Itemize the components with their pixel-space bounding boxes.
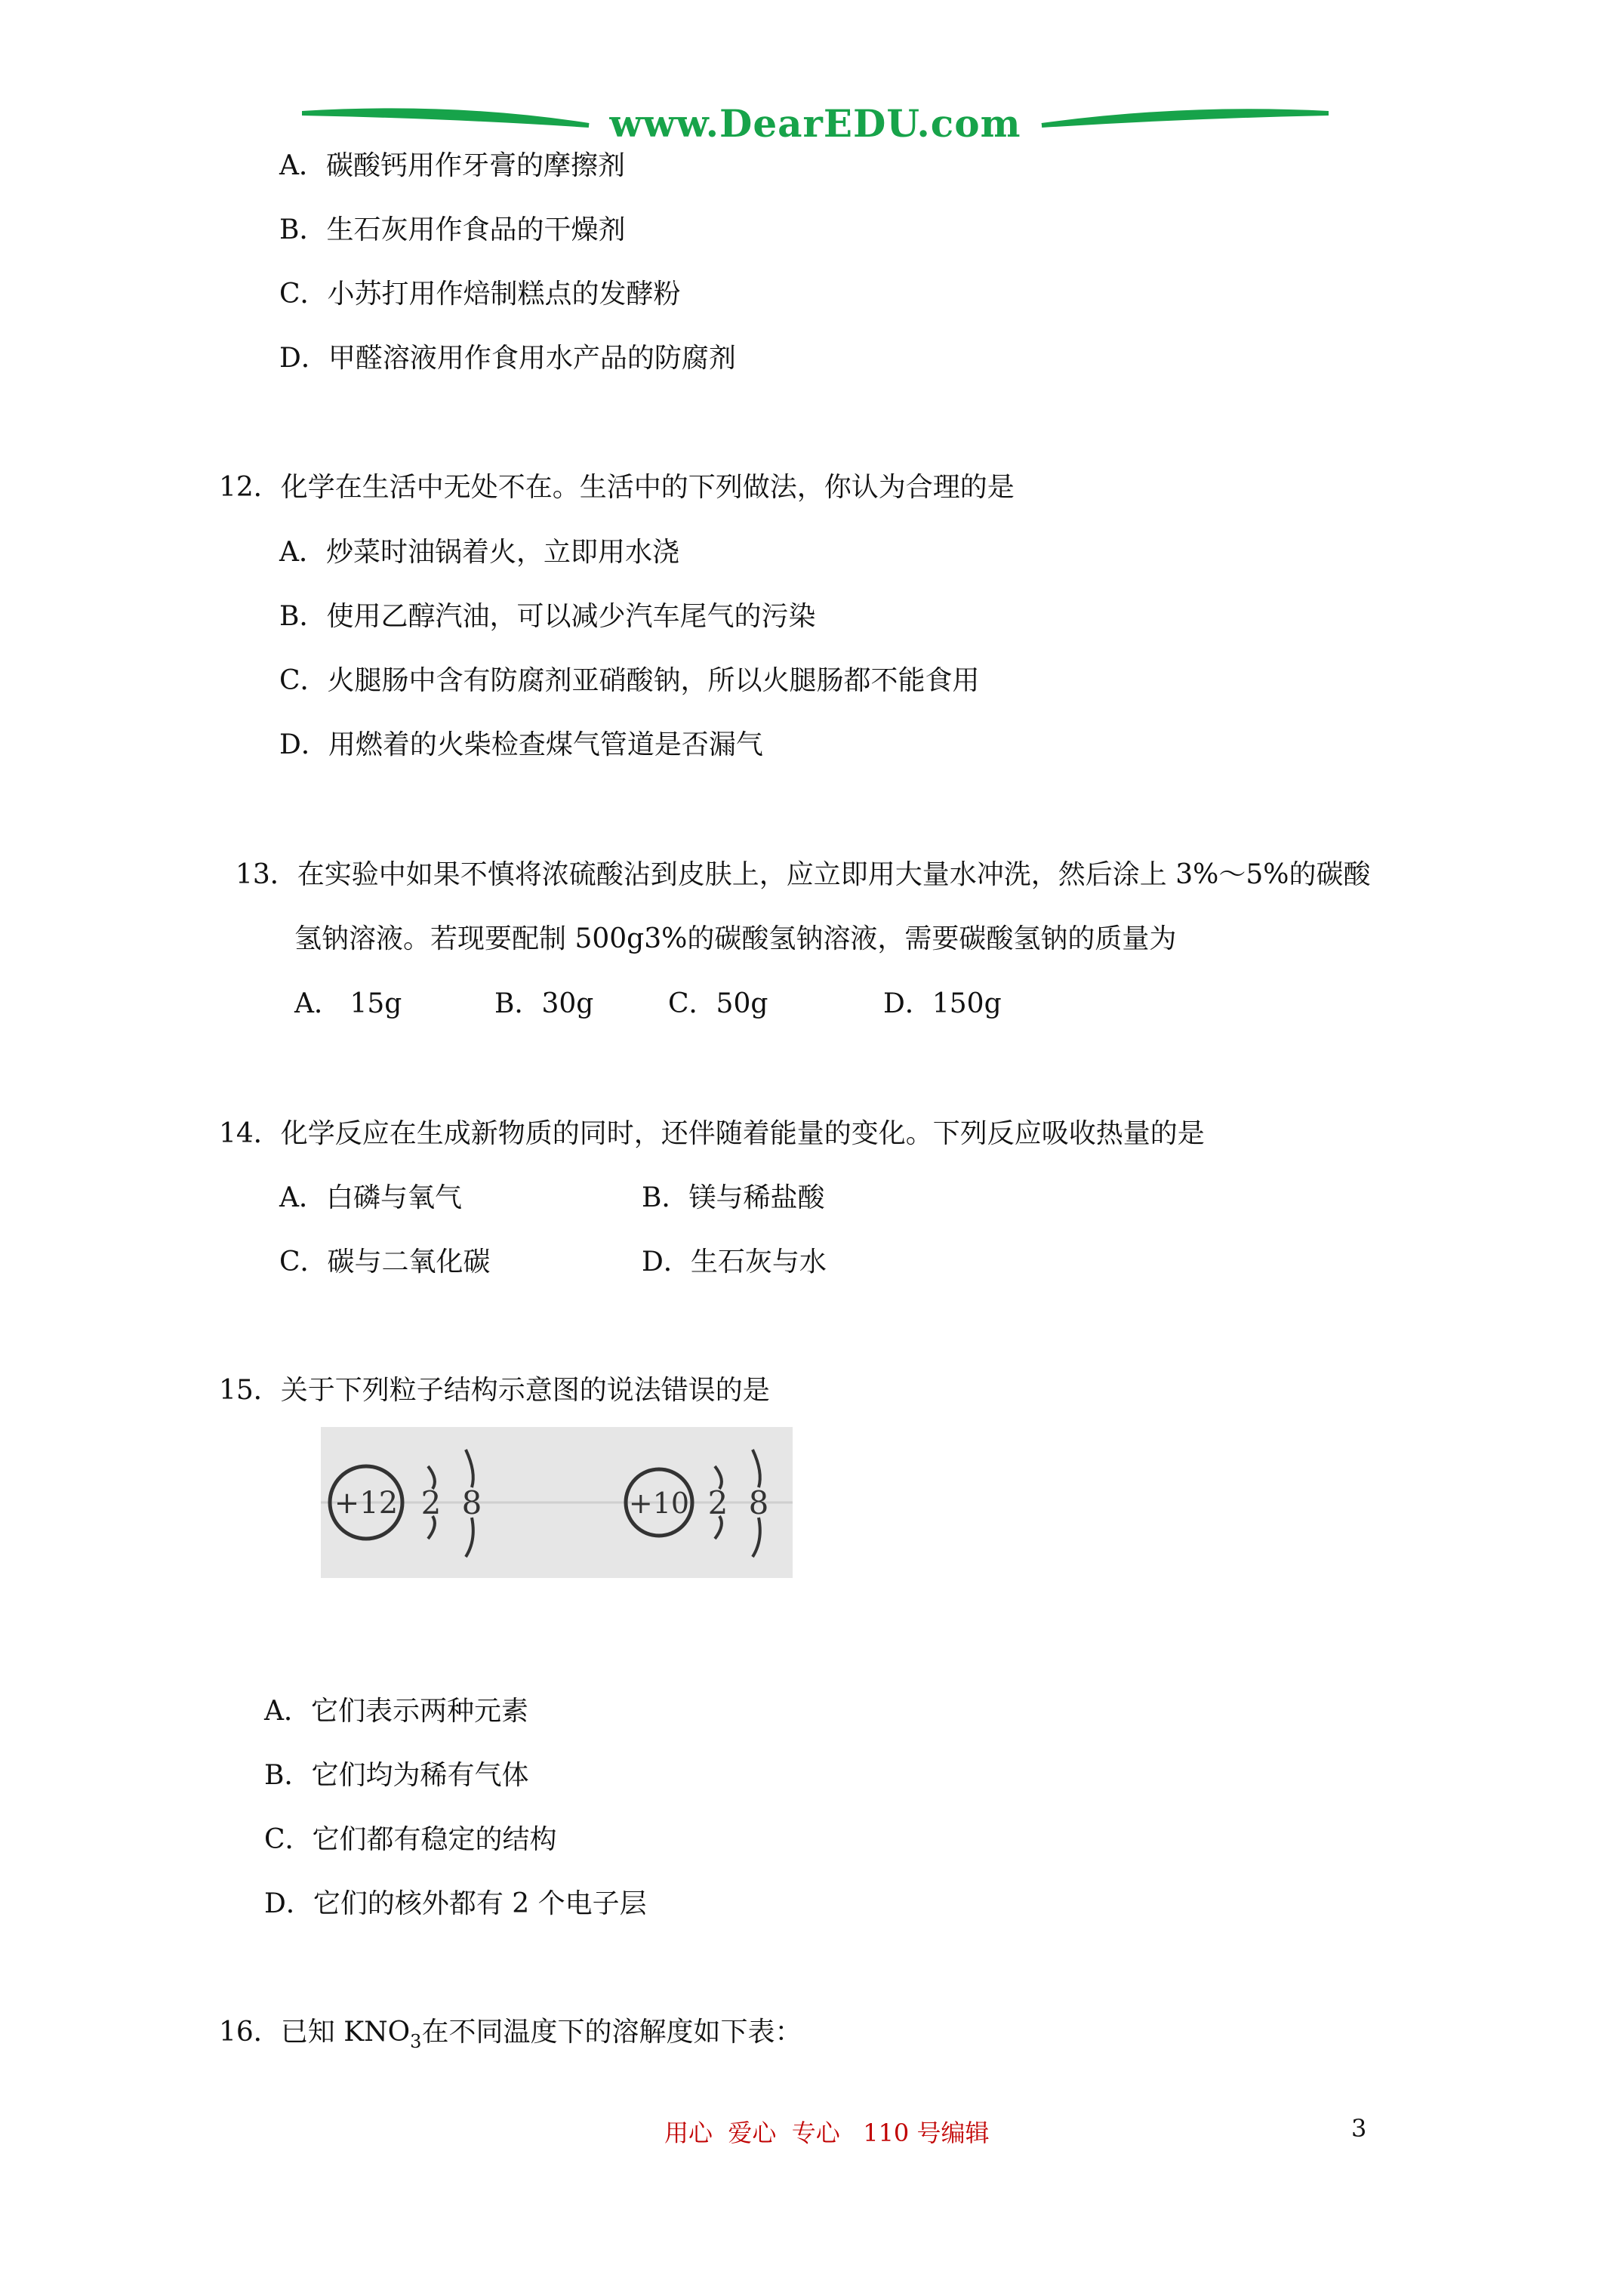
q13-stem-line1: 13．在实验中如果不慎将浓硫酸沾到皮肤上，应立即用大量水冲洗，然后涂上 3%～5%的碳酸 bbox=[236, 859, 1371, 890]
q13-option-a: A． 15g bbox=[294, 988, 402, 1019]
q15-option-b: B．它们均为稀有气体 bbox=[264, 1760, 529, 1791]
q11-option-c: C．小苏打用作焙制糕点的发酵粉 bbox=[279, 279, 681, 310]
q12-option-c: C．火腿肠中含有防腐剂亚硝酸钠，所以火腿肠都不能食用 bbox=[279, 665, 980, 696]
q16-stem-suffix: 在不同温度下的溶解度如下表： bbox=[421, 2017, 802, 2048]
q14-stem: 14．化学反应在生成新物质的同时，还伴随着能量的变化。下列反应吸收热量的是 bbox=[219, 1118, 1205, 1149]
q12-option-a: A．炒菜时油锅着火，立即用水浇 bbox=[279, 537, 679, 568]
page-number: 3 bbox=[1351, 2114, 1367, 2143]
q14-option-c: C．碳与二氧化碳 bbox=[279, 1247, 491, 1277]
q13-option-b: B．30g bbox=[494, 988, 594, 1019]
q11-option-a: A．碳酸钙用作牙膏的摩擦剂 bbox=[279, 150, 625, 181]
q12-stem: 12．化学在生活中无处不在。生活中的下列做法，你认为合理的是 bbox=[219, 472, 1015, 503]
particle1-nucleus-label: +12 bbox=[334, 1486, 399, 1521]
q11-option-b: B．生石灰用作食品的干燥剂 bbox=[279, 214, 626, 245]
site-logo-text: www.DearEDU.com bbox=[609, 101, 1021, 146]
q15-option-a: A．它们表示两种元素 bbox=[264, 1696, 528, 1727]
q13-option-c: C．50g bbox=[668, 988, 768, 1019]
particle2-shell2-electrons: 8 bbox=[748, 1484, 769, 1521]
particle-structure-diagram bbox=[321, 1427, 793, 1578]
particle1-shell1-electrons: 2 bbox=[420, 1484, 442, 1521]
header-banner bbox=[302, 97, 1329, 157]
q12-option-d: D．用燃着的火柴检查煤气管道是否漏气 bbox=[279, 729, 763, 760]
q15-option-d: D．它们的核外都有 2 个电子层 bbox=[264, 1888, 647, 1919]
q15-option-c: C．它们都有稳定的结构 bbox=[264, 1824, 557, 1855]
particle2-nucleus-label: +10 bbox=[628, 1487, 690, 1520]
particle1-shell2-electrons: 8 bbox=[461, 1484, 482, 1521]
q13-stem-line2: 氢钠溶液。若现要配制 500g3%的碳酸氢钠溶液，需要碳酸氢钠的质量为 bbox=[294, 923, 1177, 954]
q16-stem-prefix: 16．已知 KNO bbox=[219, 2017, 411, 2048]
q16-stem bbox=[219, 2016, 802, 2051]
q11-option-d: D．甲醛溶液用作食用水产品的防腐剂 bbox=[279, 343, 736, 374]
q15-stem: 15．关于下列粒子结构示意图的说法错误的是 bbox=[219, 1375, 770, 1406]
q14-option-a: A．白磷与氧气 bbox=[279, 1182, 462, 1213]
q16-stem-subscript: 3 bbox=[410, 2031, 422, 2052]
q14-option-b: B．镁与稀盐酸 bbox=[642, 1182, 825, 1213]
particle2-shell1-electrons: 2 bbox=[707, 1484, 728, 1521]
q14-option-d: D．生石灰与水 bbox=[642, 1247, 827, 1277]
q13-option-d: D．150g bbox=[883, 988, 1002, 1019]
q12-option-b: B．使用乙醇汽油，可以减少汽车尾气的污染 bbox=[279, 601, 816, 632]
footer-text: 用心 爱心 专心 110 号编辑 bbox=[664, 2119, 990, 2147]
